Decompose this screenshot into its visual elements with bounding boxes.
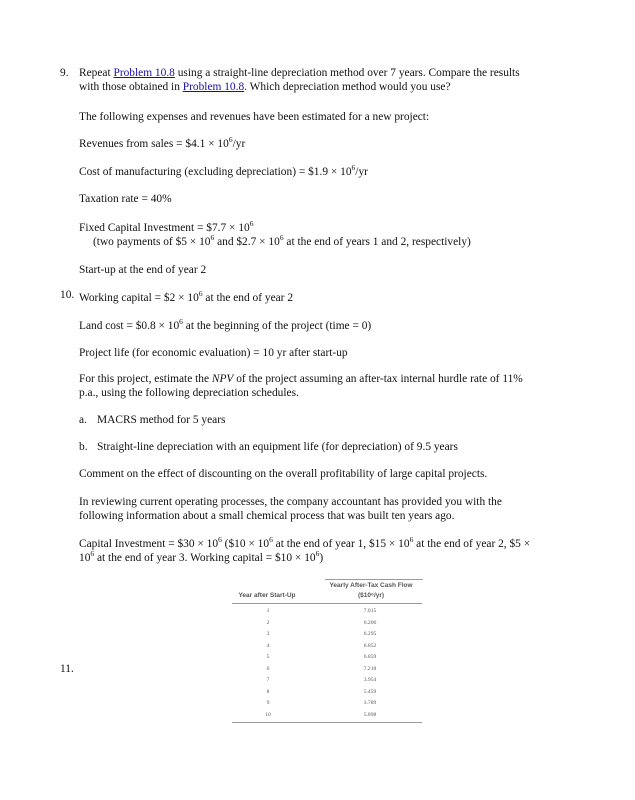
exponent: 6	[210, 232, 215, 242]
table-cell-cash-flow: 3.789	[363, 700, 377, 706]
land-cost-line	[79, 316, 372, 333]
table-cell-year: 4	[266, 642, 270, 649]
table-cell-year: 3	[266, 631, 270, 637]
table-cell-cash-flow: 7.015	[363, 608, 377, 614]
problem-11-intro-2: following information about a small chemical process that was built ten years ago.	[79, 510, 455, 522]
problem-11-intro-1: In reviewing current operating processes, the company accountant has provided you with the	[79, 496, 502, 508]
fci-text: Fixed Capital Investment = $7.7 × 10	[79, 222, 250, 234]
cost-text: Cost of manufacturing (excluding depreciation) = $1.9 × 10	[79, 166, 352, 178]
exponent: 6	[315, 548, 320, 558]
problem-9-line-2	[79, 80, 451, 94]
capital-text: )	[319, 552, 324, 564]
table-cell-cash-flow: 6.206	[363, 619, 377, 626]
exponent: 6	[228, 134, 233, 144]
exponent: 6	[351, 162, 356, 172]
fci-detail-text: (two payments of $5 × 10	[93, 236, 211, 248]
capital-text: at the end of year 1, $15 × 10	[272, 538, 410, 550]
table-cell-year: 7	[266, 677, 270, 683]
problem-10-number: 10.	[60, 289, 75, 301]
exponent: 6	[279, 232, 284, 242]
problem-9-text: Repeat	[79, 67, 114, 79]
item-b-label: b.	[79, 441, 88, 453]
header-rule	[232, 603, 422, 604]
capital-line-1	[79, 534, 531, 551]
table-cell-cash-flow: 7.218	[363, 665, 377, 672]
table-cell-cash-flow: 6.859	[363, 654, 377, 660]
fci-line	[79, 218, 254, 235]
problem-9-line-1	[79, 66, 520, 80]
problem-9-text: with those obtained in	[79, 81, 183, 93]
table-cell-year: 8	[266, 688, 270, 695]
unit: /yr	[232, 138, 246, 150]
revenues-line	[79, 134, 246, 151]
item-a-label: a.	[79, 414, 87, 426]
table-header-flow-line-1: Yearly After-Tax Cash Flow	[329, 582, 413, 589]
exponent: 6	[179, 316, 183, 326]
exponent: 6	[218, 534, 222, 544]
exponent: 6	[269, 534, 273, 544]
table-cell-year: 9	[266, 700, 270, 706]
table-cell-cash-flow: 5.459	[363, 688, 377, 695]
working-text: at the end of year 2	[202, 292, 294, 304]
task-text: of the project assuming an after-tax internal hurdle rate of 11%	[233, 373, 523, 385]
capital-text: at the end of year 3. Working capital = $10 × 10	[94, 552, 316, 564]
task-line-2: p.a., using the following depreciation schedules.	[79, 387, 299, 399]
project-life-line: Project life (for economic evaluation) = 10 yr after start-up	[79, 347, 348, 359]
exponent: 6	[198, 288, 203, 298]
fci-detail-text: and $2.7 × 10	[214, 236, 280, 248]
item-a-text: MACRS method for 5 years	[97, 414, 226, 426]
table-cell-year: 5	[266, 654, 270, 660]
working-text: Working capital = $2 × 10	[79, 292, 199, 304]
problem-9-number: 9.	[60, 67, 69, 79]
cost-line	[79, 162, 368, 179]
capital-text: Capital Investment = $30 × 10	[79, 538, 219, 550]
comment-line: Comment on the effect of discounting on the overall profitability of large capital projects.	[79, 468, 488, 480]
table-bottom-rule	[232, 722, 422, 723]
table-cell-cash-flow: 6.852	[363, 642, 377, 649]
table-header-flow-line-2: ($10⁶/yr)	[357, 592, 385, 599]
capital-text: at the end of year 2, $5 ×	[413, 538, 531, 550]
problem-10-intro: The following expenses and revenues have been estimated for a new project:	[79, 111, 430, 123]
working-capital-line	[79, 288, 294, 305]
item-b-text: Straight-line depreciation with an equipment life (for depreciation) of 9.5 years	[97, 441, 458, 453]
problem-10-8-link[interactable]: Problem 10.8	[113, 67, 175, 79]
problem-11-number: 11.	[60, 663, 74, 675]
problem-9-text: using a straight-line depreciation method over 7 years. Compare the results	[174, 67, 520, 79]
task-text: For this project, estimate the	[79, 373, 212, 385]
exponent: 6	[409, 534, 414, 544]
land-text: at the beginning of the project (time = 0)	[182, 320, 372, 332]
task-line-1	[79, 372, 523, 386]
exponent: 6	[90, 548, 95, 558]
startup-line: Start-up at the end of year 2	[79, 264, 207, 276]
exponent: 6	[249, 218, 254, 228]
table-cell-year: 2	[266, 619, 270, 626]
table-cell-cash-flow: 3.954	[363, 677, 377, 683]
table-cell-year: 1	[266, 608, 270, 614]
capital-text: ($10 × 10	[221, 538, 270, 550]
capital-line-2	[79, 548, 324, 565]
table-cell-cash-flow: 5.898	[363, 711, 377, 718]
tax-line: Taxation rate = 40%	[79, 193, 172, 205]
table-cell-year: 10	[265, 711, 271, 718]
header-rule-top	[325, 579, 423, 580]
table-header-year: Year after Start-Up	[238, 592, 296, 599]
unit: /yr	[355, 166, 368, 178]
fci-detail-line	[93, 232, 471, 249]
capital-text: 10	[79, 552, 91, 564]
problem-9-text: . Which depreciation method would you use?	[244, 81, 451, 93]
revenues-text: Revenues from sales = $4.1 × 10	[79, 138, 229, 150]
table-cell-year: 6	[266, 665, 270, 672]
fci-detail-text: at the end of years 1 and 2, respectively)	[283, 236, 471, 248]
table-cell-cash-flow: 6.295	[363, 631, 377, 637]
land-text: Land cost = $0.8 × 10	[79, 320, 180, 332]
npv-term: NPV	[211, 373, 234, 385]
problem-10-8-link[interactable]: Problem 10.8	[182, 81, 245, 93]
